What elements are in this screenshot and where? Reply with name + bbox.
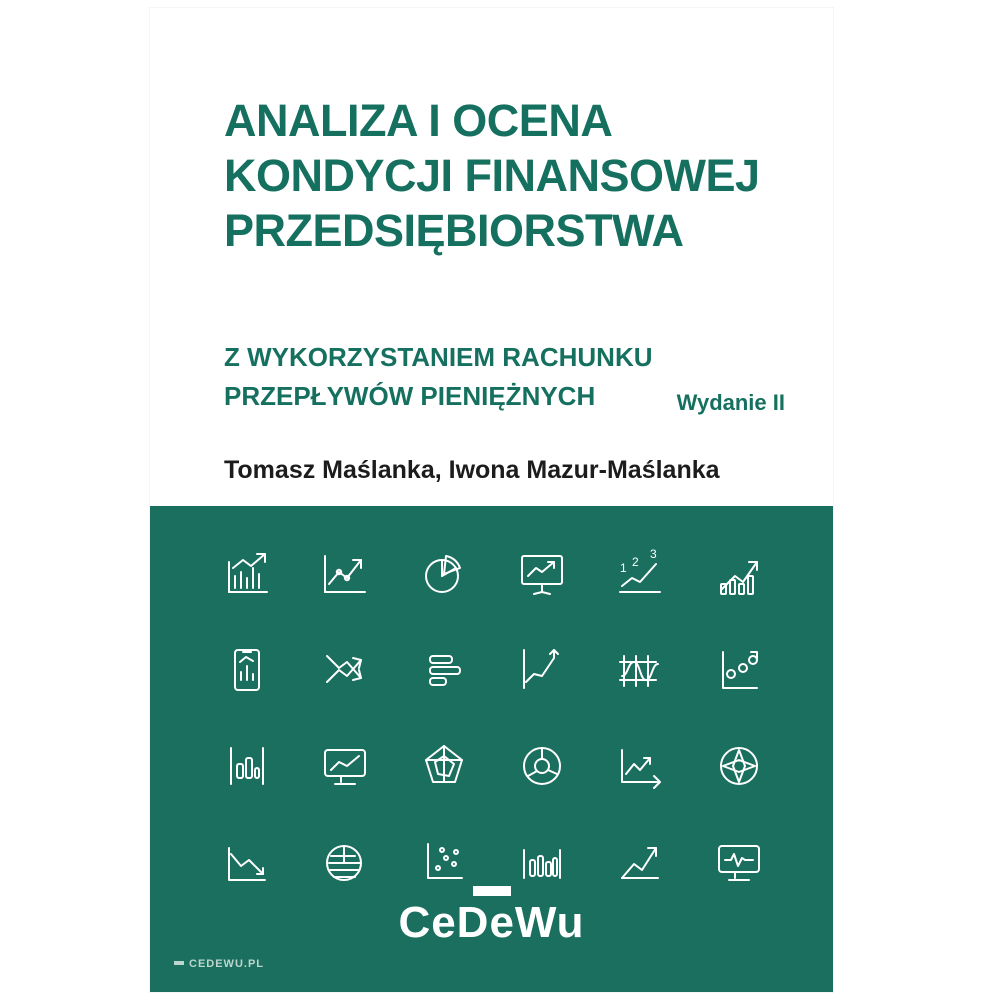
declining-arrow-icon xyxy=(215,830,279,894)
numbered-growth-chart-icon xyxy=(608,542,672,606)
svg-text:1: 1 xyxy=(620,561,628,575)
publisher-url-text: CEDEWU.PL xyxy=(189,958,264,970)
column-chart-icon xyxy=(215,734,279,798)
edition-label: Wydanie II xyxy=(676,390,785,415)
percentage-growth-icon xyxy=(707,638,771,702)
bar-chart-growth-icon xyxy=(215,542,279,606)
pie-chart-striped-icon xyxy=(313,830,377,894)
mobile-chart-icon xyxy=(215,638,279,702)
scatter-plot-icon xyxy=(412,830,476,894)
presentation-chart-icon xyxy=(510,542,574,606)
crossing-arrows-icon xyxy=(313,638,377,702)
bar-columns-icon xyxy=(510,830,574,894)
bar-chart-arrow-icon xyxy=(707,542,771,606)
page-title xyxy=(224,93,804,258)
pie-chart-slice-icon xyxy=(412,542,476,606)
svg-text:3: 3 xyxy=(650,547,658,561)
publisher-url xyxy=(174,958,264,970)
subtitle-line-1: Z WYKORZYSTANIEM RACHUNKU xyxy=(224,342,653,372)
subtitle-line-2: PRZEPŁYWÓW PIENIĘŻNYCH xyxy=(224,381,596,411)
cover-bottom-section xyxy=(150,506,833,992)
publisher-url-mark xyxy=(174,961,184,965)
svg-text:2: 2 xyxy=(632,555,640,569)
line-chart-arrow-icon xyxy=(313,542,377,606)
monitor-pulse-icon xyxy=(707,830,771,894)
title-line-3: PRZEDSIĘBIORSTWA xyxy=(224,205,684,256)
cover-top-section xyxy=(150,8,833,506)
donut-chart-icon xyxy=(510,734,574,798)
radar-chart-icon xyxy=(412,734,476,798)
authors-label: Tomasz Maślanka, Iwona Mazur-Maślanka xyxy=(224,456,720,484)
title-line-2: KONDYCJI FINANSOWEJ xyxy=(224,150,760,201)
publisher-logo-mark xyxy=(473,886,511,896)
publisher-logo xyxy=(150,898,833,948)
book-cover xyxy=(150,8,833,992)
rising-arrow-chart-icon xyxy=(608,830,672,894)
compass-chart-icon xyxy=(707,734,771,798)
publisher-name: CeDeWu xyxy=(398,898,585,947)
wave-graph-icon xyxy=(608,638,672,702)
monitor-chart-icon xyxy=(313,734,377,798)
horizontal-bars-icon xyxy=(412,638,476,702)
icon-grid xyxy=(198,526,788,910)
title-line-1: ANALIZA I OCENA xyxy=(224,95,613,146)
area-chart-arrow-icon xyxy=(510,638,574,702)
zigzag-arrow-icon xyxy=(608,734,672,798)
